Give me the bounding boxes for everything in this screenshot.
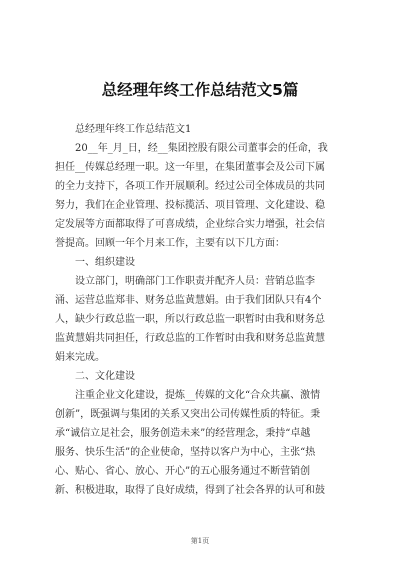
paragraph-line: 娟来完成。 [55, 352, 105, 363]
paragraph-line: 努力，我们在企业管理、投标揽活、项目管理、文化建设、稳 [55, 200, 325, 211]
paragraph-line: 涌、运营总监郑非、财务总监黄慧娟。由于我们团队只有4个 [55, 295, 322, 306]
paragraph-line: 创新”，既强调与集团的关系又突出公司传媒性质的特征。秉 [55, 409, 321, 420]
paragraph-line: 20__年_月_日，经__集团控股有限公司董事会的任命，我 [75, 143, 328, 154]
section-heading: 二、文化建设 [75, 371, 135, 382]
paragraph-line: 设立部门，明确部门工作职责并配齐人员：营销总监李 [75, 276, 315, 287]
page-number: 第1页 [190, 537, 210, 545]
document-title: 总经理年终工作总结范文5篇 [101, 81, 299, 99]
paragraph-line: 人，缺少行政总监一职，所以行政总监一职暂时由我和财务总 [55, 314, 325, 325]
paragraph-line: 担任__传媒总经理一职。这一年里，在集团董事会及公司下属 [55, 162, 325, 173]
paragraph-line: 承“诚信立足社会，服务创造未来”的经营理念，秉持“卓越 [55, 428, 311, 439]
section-heading: 总经理年终工作总结范文1 [75, 124, 192, 135]
paragraph-line: 誉提高。回顾一年个月来工作，主要有以下几方面： [55, 238, 285, 249]
paragraph-line: 新、积极进取，取得了良好成绩，得到了社会各界的认可和鼓 [55, 485, 325, 496]
paragraph-line: 心、贴心、省心、放心、开心”的五心服务通过不断营销创 [55, 466, 311, 477]
paragraph-line: 注重企业文化建设，提炼__传媒的文化“合众共赢、激情 [75, 390, 321, 401]
paragraph-line: 定发展等方面都取得了可喜成绩，企业综合实力增强，社会信 [55, 219, 325, 230]
paragraph-line: 服务、快乐生活”的企业使命，坚持以客户为中心，主张“热 [55, 447, 316, 458]
paragraph-line: 监黄慧娟共同担任，行政总监的工作暂时由我和财务总监黄慧 [55, 333, 325, 344]
section-heading: 一、组织建设 [75, 257, 135, 268]
paragraph-line: 的全力支持下，各项工作开展顺利。经过公司全体成员的共同 [55, 181, 325, 192]
